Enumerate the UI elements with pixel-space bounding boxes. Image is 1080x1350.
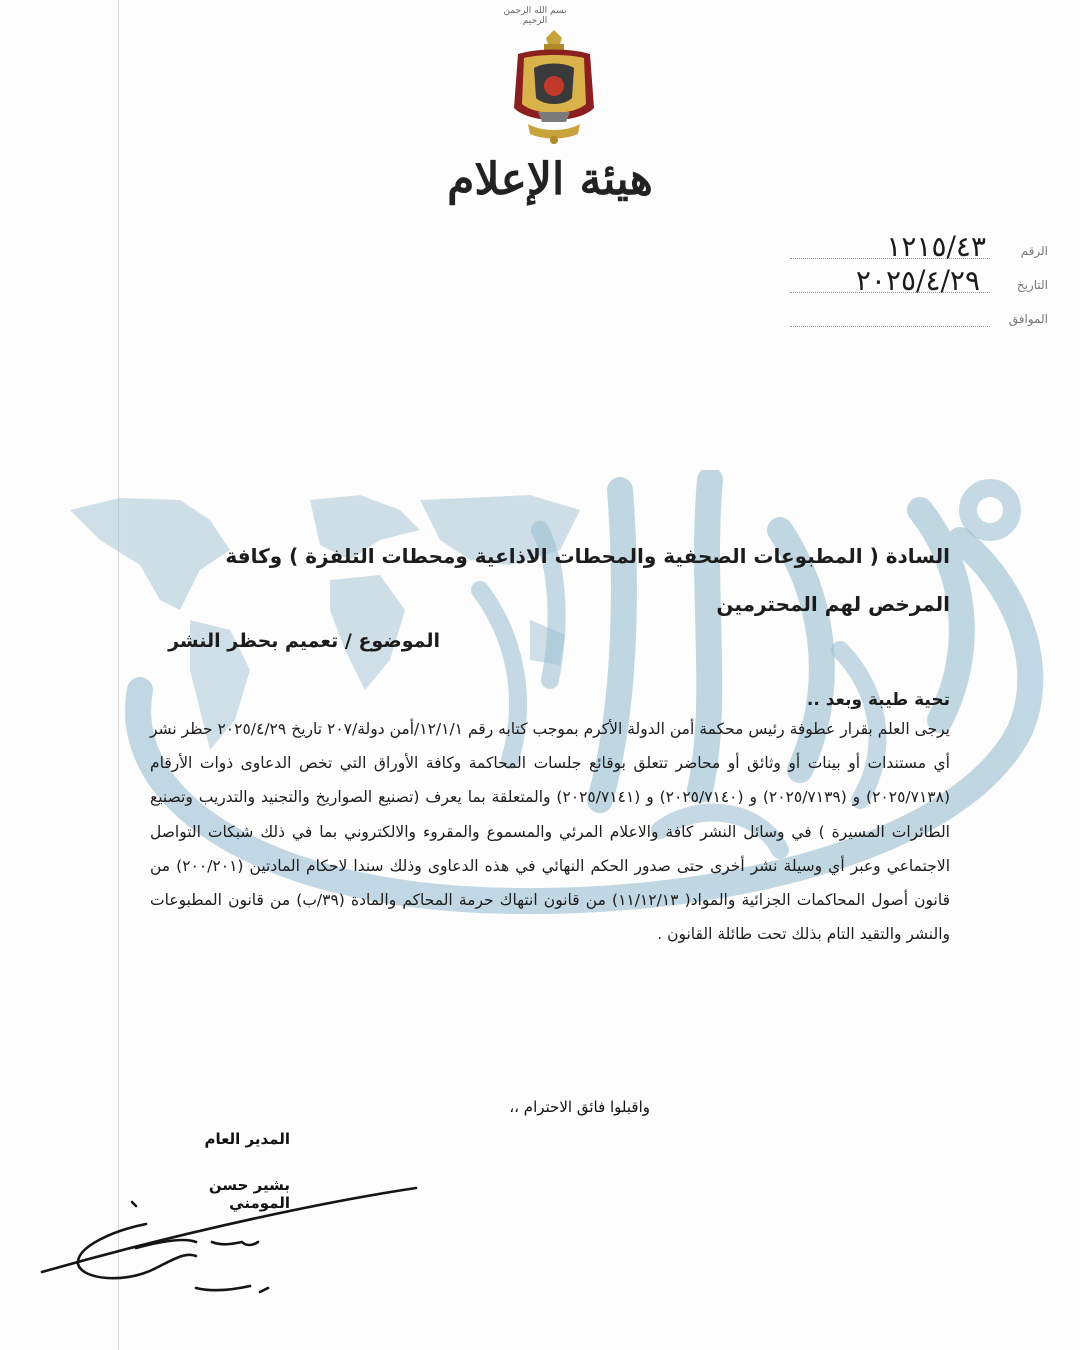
agency-name-logo: هيئة الإعلام [447, 154, 653, 205]
letter-addressee: السادة ( المطبوعات الصحفية والمحطات الاذاعية ومحطات التلفزة ) وكافة المرخص لهم المحترمين [225, 544, 950, 616]
letter-greeting: تحية طيبة وبعد .. [806, 690, 950, 710]
hijri-date-row [688, 306, 1048, 340]
letter-body: يرجى العلم بقرار عطوفة رئيس محكمة أمن الدولة الأكرم بموجب كتابه رقم ١٢/١/١/أمن دولة/٢٠٧ تاريخ ٢٠٢٥/٤/٢٩ حظر نشر أي مستندات أو بينات أو وثائق أو محاضر تتعلق بوقائع جلسات المحاكمة وكافة الأوراق التي تخص الدعاوى ذوات الأرقام (٢٠٢٥/٧١٣٨) و (٢٠٢٥/٧١٣٩) و (٢٠٢٥/٧١٤٠) و (٢٠٢٥/٧١٤١) والمتعلقة بما يعرف (تصنيع الصواريخ والتجنيد والتدريب وتصنيع الطائرات المسيرة ) في وسائل النشر كافة والاعلام المرئي والمسموع والمقروء والالكتروني بما في ذلك شبكات التواصل الاجتماعي وعبر أي وسيلة نشر أخرى حتى صدور الحكم النهائي في هذه الدعاوى وذلك سندا لاحكام المادتين (٢٠٠/٢٠١) من قانون أصول المحاكمات الجزائية والمواد( ١١/١٢/١٣) من قانون انتهاك حرمة المحاكم والمادة (٣٩/ب) من قانون المطبوعات والنشر والتقيد التام بذلك تحت طائلة القانون . [150, 720, 951, 944]
hijri-date-label: الموافق [1008, 312, 1048, 326]
letter-subject: الموضوع / تعميم بحظر النشر [168, 630, 440, 652]
hijri-date-line [790, 326, 990, 327]
signatory-name: بشير حسن المومني [208, 1176, 290, 1212]
date-label: التاريخ [1016, 278, 1048, 292]
jordan-coat-of-arms-icon [508, 28, 600, 146]
handwritten-signature-icon [36, 1180, 436, 1310]
reference-number-label: الرقم [1020, 244, 1048, 258]
reference-number-value: ١٢١٥/٤٣ [886, 230, 986, 263]
signatory-title: المدير العام [204, 1130, 290, 1148]
letter-closing: واقبلوا فائق الاحترام ،، [509, 1098, 650, 1116]
date-value: ٢٠٢٥/٤/٢٩ [855, 264, 980, 297]
basmala-header: بسم الله الرحمن الرحيم [503, 6, 567, 26]
date-row [688, 264, 1048, 306]
reference-block [688, 230, 1048, 340]
